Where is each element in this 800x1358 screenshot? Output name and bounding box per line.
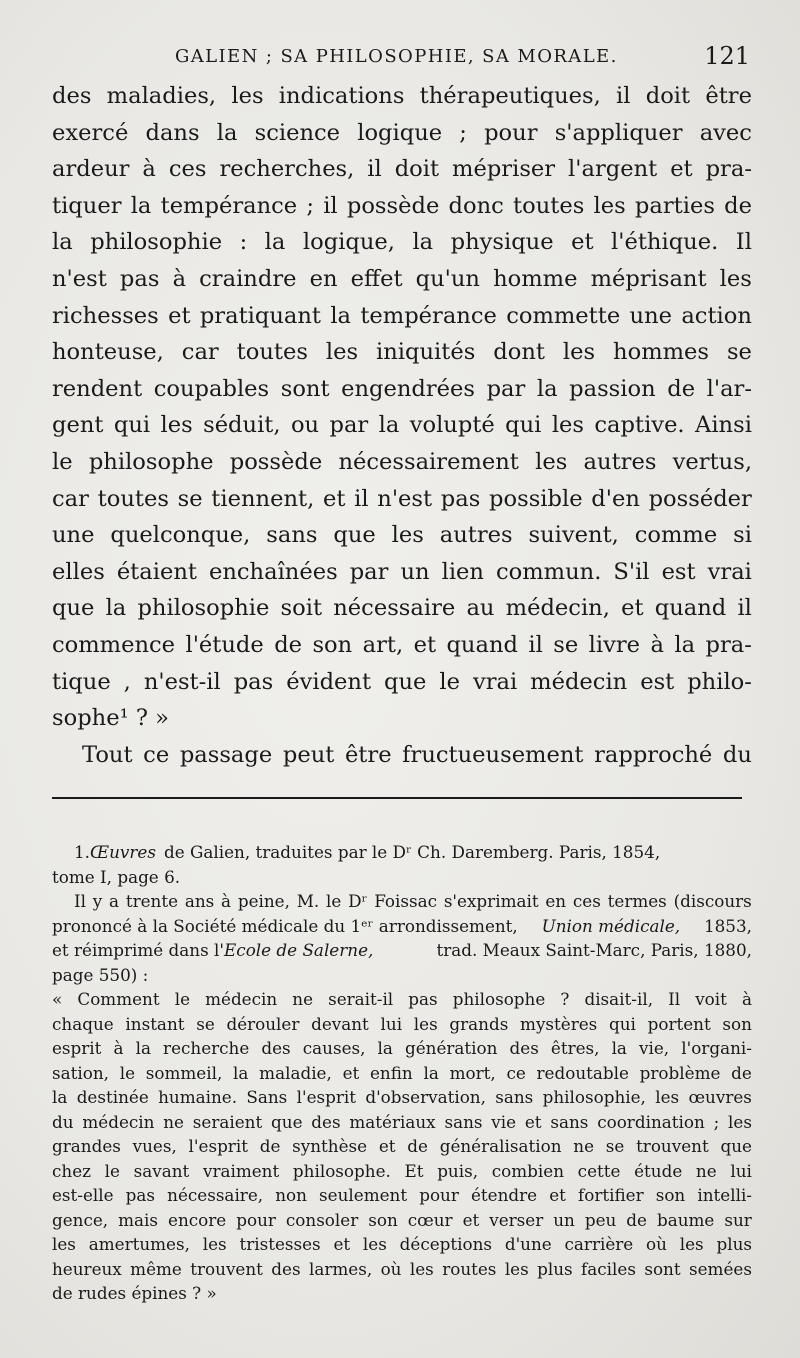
body-line-paragraph-start: Tout ce passage peut être fructueusement rapproché du	[82, 741, 752, 768]
footnote-journal-title: Union médicale,	[541, 915, 681, 936]
body-line: tique , n'est-il pas évident que le vrai médecin est philo-	[52, 668, 752, 695]
footnote-quote-line: est-elle pas nécessaire, non seulement pour étendre et fortifier son intelli-	[52, 1185, 752, 1205]
body-line: car toutes se tiennent, et il n'est pas possible d'en posséder	[52, 485, 752, 512]
running-title: GALIEN ; SA PHILOSOPHIE, SA MORALE.	[175, 46, 618, 67]
body-line: que la philosophie soit nécessaire au médecin, et quand il	[52, 595, 752, 622]
footnote-quote-line: heureux même trouvent des larmes, où les routes les plus faciles sont semées	[52, 1258, 752, 1279]
footnote-quote-line: chaque instant se dérouler devant lui les grands mystères qui portent son	[52, 1013, 752, 1034]
body-line: rendent coupables sont engendrées par la passion de l'ar-	[52, 375, 752, 402]
footnote-quote-line: sation, le sommeil, la maladie, et enfin la mort, ce redoutable problème de	[52, 1062, 752, 1083]
footnote-text: prononcé à la Société médicale du 1ᵉʳ arrondissement,	[52, 915, 518, 936]
body-line: exercé dans la science logique ; pour s'appliquer avec	[52, 119, 752, 146]
footnote-quote-line: esprit à la recherche des causes, la génération des êtres, la vie, l'organi-	[52, 1038, 752, 1058]
footnote-quote-line: « Comment le médecin ne serait-il pas philosophe ? disait-il, Il voit à	[52, 989, 752, 1009]
body-line: une quelconque, sans que les autres suivent, comme si	[52, 522, 752, 549]
page-number: 121	[704, 42, 750, 70]
body-line: ardeur à ces recherches, il doit mépriser l'argent et pra-	[52, 156, 752, 183]
body-line: gent qui les séduit, ou par la volupté qui les captive. Ainsi	[52, 412, 752, 439]
footnote-divider	[52, 797, 742, 799]
footnote-para-line	[52, 938, 752, 963]
body-line: sophe¹ ? »	[52, 705, 169, 732]
body-line: tiquer la tempérance ; il possède donc toutes les parties de	[52, 192, 752, 219]
footnote-quote-line: de rudes épines ? »	[52, 1283, 217, 1303]
footnote-quote-line: les amertumes, les tristesses et les déceptions d'une carrière où les plus	[52, 1234, 752, 1254]
footnote-book-title: Ecole de Salerne,	[224, 940, 374, 960]
footnote-work-title: Œuvres	[90, 842, 156, 862]
footnote-quote-line: chez le savant vraiment philosophe. Et puis, combien cette étude ne lui	[52, 1160, 752, 1181]
footnote-text: de Galien, traduites par le Dʳ Ch. Daremberg. Paris, 1854,	[163, 842, 661, 862]
footnote-quote-line: du médecin ne seraient que des matériaux sans vie et sans coordination ; les	[52, 1111, 752, 1132]
body-line: richesses et pratiquant la tempérance commette une action	[52, 302, 752, 329]
footnote-quote-line: la destinée humaine. Sans l'esprit d'observation, sans philosophie, les œuvres	[52, 1087, 752, 1107]
footnote-text: 1853,	[703, 915, 752, 936]
page-header	[175, 40, 760, 80]
footnotes	[52, 840, 752, 1306]
footnote-text: page 550) :	[52, 964, 149, 985]
footnote-quote-line: grandes vues, l'esprit de synthèse et de généralisation ne se trouvent que	[52, 1136, 752, 1156]
footnote-quote-line: gence, mais encore pour consoler son cœur et verser un peu de baume sur	[52, 1209, 752, 1230]
footnote-para-line: Il y a trente ans à peine, M. le Dʳ Foissac s'exprimait en ces termes (discours	[74, 891, 752, 911]
body-line: des maladies, les indications thérapeutiques, il doit être	[52, 83, 752, 109]
footnote-number: 1.	[74, 842, 91, 862]
body-line: n'est pas à craindre en effet qu'un homme méprisant les	[52, 265, 752, 292]
footnote-text: et réimprimé dans l'Ecole de Salerne,	[52, 940, 374, 960]
footnote-text: trad. Meaux Saint-Marc, Paris, 1880,	[436, 940, 752, 960]
footnote-1-line	[52, 865, 752, 890]
body-line: la philosophie : la logique, la physique et l'éthique. Il	[52, 229, 752, 256]
body-line: elles étaient enchaînées par un lien commun. S'il est vrai	[52, 558, 752, 585]
body-text	[52, 78, 752, 773]
footnote-text: tome I, page 6.	[52, 866, 181, 887]
body-line: honteuse, car toutes les iniquités dont les hommes se	[52, 339, 752, 366]
body-line: le philosophe possède nécessairement les autres vertus,	[52, 448, 752, 475]
footnote-para-line	[52, 914, 752, 939]
body-line: commence l'étude de son art, et quand il se livre à la pra-	[52, 631, 752, 658]
footnote-para-line	[52, 963, 752, 988]
footnote-1-line	[52, 840, 752, 865]
